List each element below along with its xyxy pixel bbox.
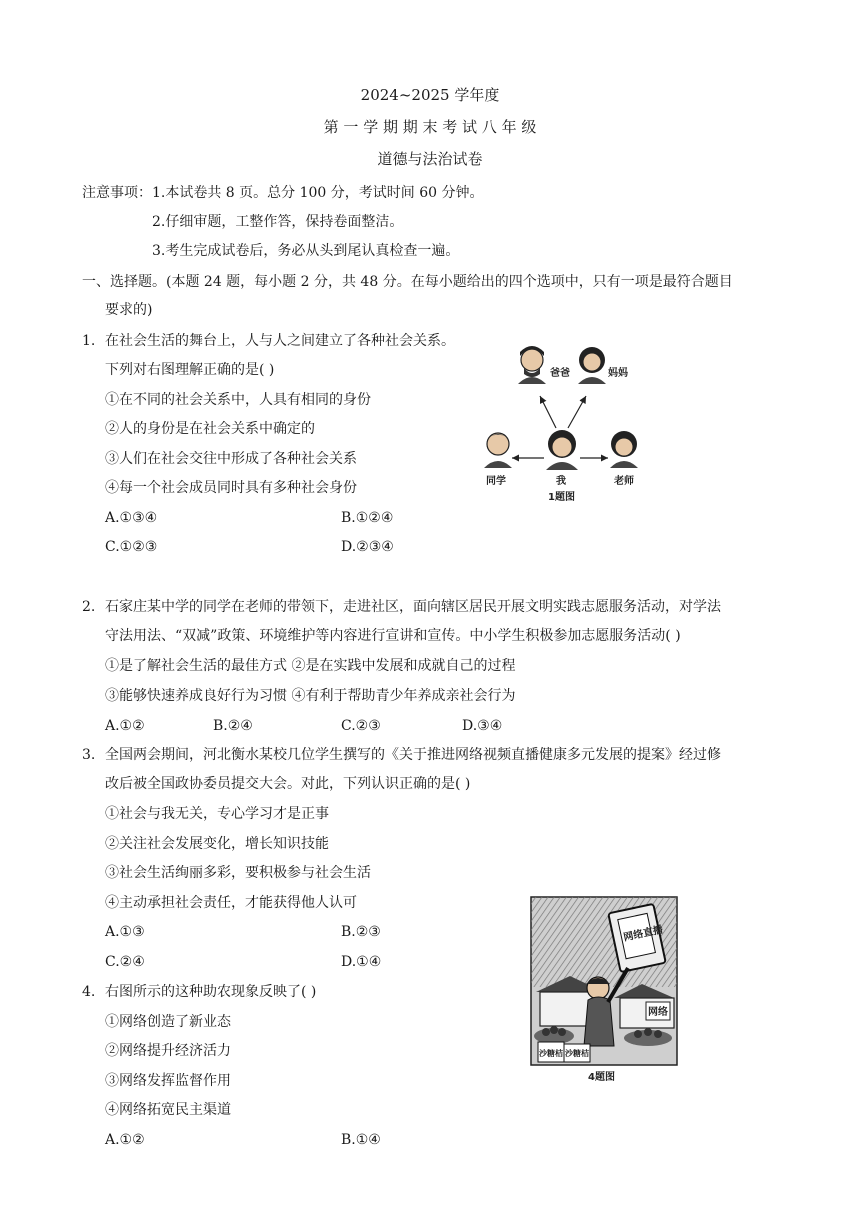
q1-option-2: ②人的身份是在社会关系中确定的 (105, 421, 315, 437)
notice-label: 注意事项： (82, 185, 152, 201)
q3-choice-d[interactable]: D.①④ (341, 954, 382, 970)
q4-cartoon-figure (530, 896, 680, 1084)
phone-sign-text: 网络直播 (622, 924, 665, 944)
figure1-caption: 1题图 (548, 492, 575, 503)
arrow-to-mom (568, 396, 586, 428)
bag-label-left: 沙糖桔 (539, 1049, 563, 1058)
q1-choice-b[interactable]: B.①②④ (341, 510, 394, 526)
exam-term-title: 第 一 学 期 期 末 考 试 八 年 级 (323, 118, 537, 136)
label-me: 我 (556, 476, 566, 487)
q2-option-line1: ①是了解社会生活的最佳方式 ②是在实践中发展和成就自己的过程 (105, 658, 516, 674)
q3-stem-line1: 全国两会期间，河北衡水某校几位学生撰写的《关于推进网络视频直播健康多元发展的提案》经过修 (105, 747, 721, 763)
q3-option-3: ③社会生活绚丽多彩，要积极参与社会生活 (105, 865, 371, 881)
q3-choice-a[interactable]: A.①③ (105, 924, 145, 940)
q2-number: 2. (82, 599, 96, 615)
label-dad: 爸爸 (550, 368, 570, 379)
q3-choice-b[interactable]: B.②③ (341, 924, 381, 940)
q2-choice-c[interactable]: C.②③ (341, 718, 381, 734)
q1-option-3: ③人们在社会交往中形成了各种社会关系 (105, 451, 357, 467)
q3-option-4: ④主动承担社会责任，才能获得他人认可 (105, 895, 357, 911)
q1-choice-c[interactable]: C.①②③ (105, 539, 158, 555)
q1-option-4: ④每一个社会成员同时具有多种社会身份 (105, 480, 357, 496)
q1-stem-line1: 在社会生活的舞台上，人与人之间建立了各种社会关系。 (105, 333, 455, 349)
mom-avatar-icon (578, 347, 606, 384)
q2-option-line2: ③能够快速养成良好行为习惯 ④有利于帮助青少年养成亲社会行为 (105, 688, 516, 704)
q2-choice-a[interactable]: A.①② (105, 718, 145, 734)
q4-option-4: ④网络拓宽民主渠道 (105, 1102, 231, 1118)
q4-option-2: ②网络提升经济活力 (105, 1043, 231, 1059)
q2-choice-b[interactable]: B.②④ (213, 718, 253, 734)
dad-avatar-icon (518, 346, 546, 384)
section-heading: 一、选择题。(本题 24 题，每小题 2 分，共 48 分。在每小题给出的四个选项中，只有一项是最符合题目 (82, 274, 733, 290)
notice-item-2: 2.仔细审题，工整作答，保持卷面整洁。 (152, 214, 404, 230)
q4-number: 4. (82, 984, 96, 1000)
q1-relationship-figure (474, 338, 654, 504)
q1-choice-d[interactable]: D.②③④ (341, 539, 394, 555)
store-sign-text: 网络 (648, 1007, 668, 1018)
q1-stem-line2: 下列对右图理解正确的是( ) (105, 362, 275, 378)
bag-label-right: 沙糖桔 (565, 1049, 589, 1058)
q2-stem-line2: 守法用法、“双减”政策、环境维护等内容进行宣讲和宣传。中小学生积极参加志愿服务活动( ) (105, 628, 681, 644)
me-avatar-icon (546, 430, 578, 470)
notice-item-1: 1.本试卷共 8 页。总分 100 分，考试时间 60 分钟。 (152, 185, 484, 201)
q3-choice-c[interactable]: C.②④ (105, 954, 145, 970)
label-teacher: 老师 (614, 476, 634, 487)
label-classmate: 同学 (486, 476, 506, 487)
q4-choice-a[interactable]: A.①② (105, 1132, 145, 1148)
label-mom: 妈妈 (608, 368, 628, 379)
q1-choice-a[interactable]: A.①③④ (105, 510, 158, 526)
section-heading-cont: 要求的) (105, 302, 153, 318)
notice-item-3: 3.考生完成试卷后，务必从头到尾认真检查一遍。 (152, 243, 460, 259)
q2-stem-line1: 石家庄某中学的同学在老师的带领下，走进社区，面向辖区居民开展文明实践志愿服务活动，对学法 (105, 599, 721, 615)
q3-number: 3. (82, 747, 96, 763)
arrow-to-dad (540, 396, 556, 428)
q2-choice-d[interactable]: D.③④ (462, 718, 503, 734)
q4-choice-b[interactable]: B.①④ (341, 1132, 381, 1148)
q3-option-1: ①社会与我无关，专心学习才是正事 (105, 806, 329, 822)
q4-option-1: ①网络创造了新业态 (105, 1014, 231, 1030)
q1-number: 1. (82, 333, 96, 349)
classmate-avatar-icon (484, 433, 512, 468)
q4-option-3: ③网络发挥监督作用 (105, 1073, 231, 1089)
q3-stem-line2: 改后被全国政协委员提交大会。对此，下列认识正确的是( ) (105, 776, 471, 792)
q1-option-1: ①在不同的社会关系中，人具有相同的身份 (105, 392, 371, 408)
teacher-avatar-icon (610, 431, 638, 468)
exam-year: 2024~2025 学年度 (360, 86, 500, 104)
q4-stem: 右图所示的这种助农现象反映了( ) (105, 984, 317, 1000)
exam-subject-title: 道德与法治试卷 (377, 150, 483, 168)
q3-option-2: ②关注社会发展变化，增长知识技能 (105, 836, 329, 852)
figure4-caption: 4题图 (588, 1072, 615, 1083)
